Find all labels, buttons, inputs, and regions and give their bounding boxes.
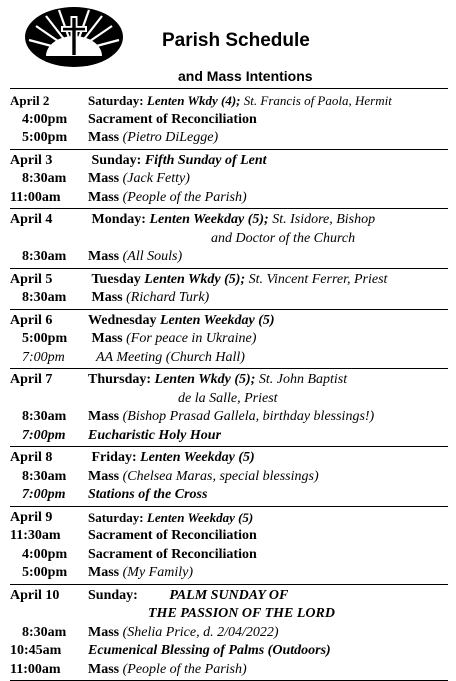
day-celebration: Lenten Wkdy (5); bbox=[155, 372, 256, 387]
event-text: Eucharistic Holy Hour bbox=[88, 427, 448, 446]
day-header-row bbox=[10, 211, 448, 230]
event-text: AA Meeting (Church Hall) bbox=[88, 349, 448, 368]
event-time: 4:00pm bbox=[10, 111, 88, 130]
event-time: 5:00pm bbox=[10, 330, 88, 349]
event-label: Mass bbox=[88, 625, 119, 640]
event-row bbox=[10, 427, 448, 446]
day-header-row bbox=[10, 509, 448, 528]
day-celebration: Lenten Weekday (5); bbox=[149, 212, 268, 227]
day-weekday: Thursday: bbox=[88, 372, 151, 387]
page-subtitle: and Mass Intentions bbox=[178, 68, 313, 84]
event-row bbox=[10, 289, 448, 308]
event-time: 7:00pm bbox=[10, 427, 88, 446]
event-intention: (Richard Turk) bbox=[126, 290, 209, 305]
day-header-row bbox=[10, 271, 448, 290]
day-header-row bbox=[10, 92, 448, 111]
day-weekday: Saturday: bbox=[88, 510, 144, 525]
event-text: Ecumenical Blessing of Palms (Outdoors) bbox=[88, 642, 448, 661]
event-row bbox=[10, 170, 448, 189]
day-block bbox=[10, 369, 448, 447]
day-block bbox=[10, 209, 448, 269]
day-date: April 8 bbox=[10, 449, 88, 468]
event-time: 8:30am bbox=[10, 408, 88, 427]
event-intention: (Jack Fetty) bbox=[123, 171, 190, 186]
event-text: Stations of the Cross bbox=[88, 486, 448, 505]
event-time: 8:30am bbox=[10, 170, 88, 189]
day-date: April 6 bbox=[10, 312, 88, 331]
day-header-row bbox=[10, 152, 448, 171]
event-text: Sacrament of Reconciliation bbox=[88, 527, 448, 546]
day-header-row bbox=[10, 587, 448, 606]
event-row bbox=[10, 349, 448, 368]
divider bbox=[10, 88, 448, 89]
day-block bbox=[10, 90, 448, 150]
day-celebration: Lenten Weekday (5) bbox=[160, 313, 275, 328]
day-date: April 10 bbox=[10, 587, 88, 606]
event-time: 8:30am bbox=[10, 248, 88, 267]
event-intention: (Pietro DiLegge) bbox=[123, 130, 219, 145]
day-memorial: St. Isidore, Bishop bbox=[272, 212, 375, 227]
event-row bbox=[10, 642, 448, 661]
day-memorial-cont: and Doctor of the Church bbox=[88, 230, 448, 249]
event-row bbox=[10, 527, 448, 546]
event-time: 8:30am bbox=[10, 624, 88, 643]
day-celebration: Fifth Sunday of Lent bbox=[145, 153, 267, 168]
event-time: 10:45am bbox=[10, 642, 88, 661]
event-time: 5:00pm bbox=[10, 129, 88, 148]
day-date: April 2 bbox=[10, 92, 88, 111]
event-time: 11:00am bbox=[10, 661, 88, 680]
event-row bbox=[10, 624, 448, 643]
day-date: April 9 bbox=[10, 509, 88, 528]
day-header-row bbox=[10, 312, 448, 331]
day-date: April 3 bbox=[10, 152, 88, 171]
event-row bbox=[10, 111, 448, 130]
day-block bbox=[10, 585, 448, 681]
event-intention: (My Family) bbox=[123, 565, 193, 580]
event-row bbox=[10, 546, 448, 565]
day-weekday: Monday: bbox=[92, 212, 146, 227]
cross-sunrise-logo-icon bbox=[24, 6, 124, 68]
day-memorial-cont: de la Salle, Priest bbox=[88, 390, 448, 409]
event-time: 8:30am bbox=[10, 468, 88, 487]
day-celebration: Lenten Weekday (5) bbox=[147, 510, 253, 525]
event-time: 11:00am bbox=[10, 189, 88, 208]
day-block bbox=[10, 310, 448, 370]
event-label: Mass bbox=[88, 662, 119, 677]
event-intention: (For peace in Ukraine) bbox=[126, 331, 256, 346]
header bbox=[0, 0, 456, 92]
day-header-row bbox=[10, 371, 448, 390]
event-row bbox=[10, 486, 448, 505]
day-celebration-cont: THE PASSION OF THE LORD bbox=[88, 605, 448, 624]
event-intention: (Bishop Prasad Gallela, birthday blessings!) bbox=[123, 409, 375, 424]
event-row bbox=[10, 408, 448, 427]
event-row bbox=[10, 189, 448, 208]
event-row bbox=[10, 468, 448, 487]
event-row bbox=[10, 129, 448, 148]
day-memorial: St. John Baptist bbox=[259, 372, 347, 387]
event-label: Mass bbox=[88, 565, 119, 580]
day-date: April 7 bbox=[10, 371, 88, 390]
event-row bbox=[10, 564, 448, 583]
day-weekday: Sunday: bbox=[88, 588, 138, 603]
event-time: 4:00pm bbox=[10, 546, 88, 565]
event-label: Mass bbox=[88, 171, 119, 186]
event-time: 7:00pm bbox=[10, 349, 88, 368]
event-intention: (People of the Parish) bbox=[123, 190, 247, 205]
day-header-row-cont bbox=[10, 230, 448, 249]
event-time: 11:30am bbox=[10, 527, 88, 546]
day-header-row-cont bbox=[10, 605, 448, 624]
day-block bbox=[10, 269, 448, 310]
event-row bbox=[10, 661, 448, 680]
event-intention: (Chelsea Maras, special blessings) bbox=[123, 469, 319, 484]
event-intention: (All Souls) bbox=[123, 249, 183, 264]
event-row bbox=[10, 330, 448, 349]
event-time: 7:00pm bbox=[10, 486, 88, 505]
day-memorial: St. Vincent Ferrer, Priest bbox=[249, 272, 388, 287]
day-weekday: Tuesday bbox=[92, 272, 141, 287]
day-weekday: Friday: bbox=[92, 450, 137, 465]
event-label: Mass bbox=[88, 249, 119, 264]
event-intention: (People of the Parish) bbox=[123, 662, 247, 677]
event-label: Mass bbox=[88, 130, 119, 145]
day-date: April 5 bbox=[10, 271, 88, 290]
day-weekday: Sunday: bbox=[92, 153, 142, 168]
event-intention: (Shelia Price, d. 2/04/2022) bbox=[123, 625, 279, 640]
event-label: Mass bbox=[92, 290, 123, 305]
day-header-row-cont bbox=[10, 390, 448, 409]
event-time: 5:00pm bbox=[10, 564, 88, 583]
day-date: April 4 bbox=[10, 211, 88, 230]
day-block bbox=[10, 447, 448, 507]
day-block bbox=[10, 150, 448, 210]
page-title: Parish Schedule bbox=[162, 30, 310, 52]
day-weekday: Saturday: bbox=[88, 93, 144, 108]
schedule-list bbox=[10, 90, 448, 681]
event-time: 8:30am bbox=[10, 289, 88, 308]
day-celebration: Lenten Wkdy (4); bbox=[147, 93, 241, 108]
day-weekday: Wednesday bbox=[88, 313, 156, 328]
event-text: Sacrament of Reconciliation bbox=[88, 111, 448, 130]
event-label: Mass bbox=[92, 331, 123, 346]
day-memorial: St. Francis of Paola, Hermit bbox=[244, 93, 392, 108]
day-block bbox=[10, 507, 448, 585]
day-celebration: Lenten Wkdy (5); bbox=[144, 272, 245, 287]
day-header-row bbox=[10, 449, 448, 468]
day-celebration: PALM SUNDAY OF bbox=[141, 588, 288, 603]
event-label: Mass bbox=[88, 190, 119, 205]
day-celebration: Lenten Weekday (5) bbox=[140, 450, 255, 465]
event-label: Mass bbox=[88, 469, 119, 484]
event-row bbox=[10, 248, 448, 267]
event-label: Mass bbox=[88, 409, 119, 424]
event-text: Sacrament of Reconciliation bbox=[88, 546, 448, 565]
